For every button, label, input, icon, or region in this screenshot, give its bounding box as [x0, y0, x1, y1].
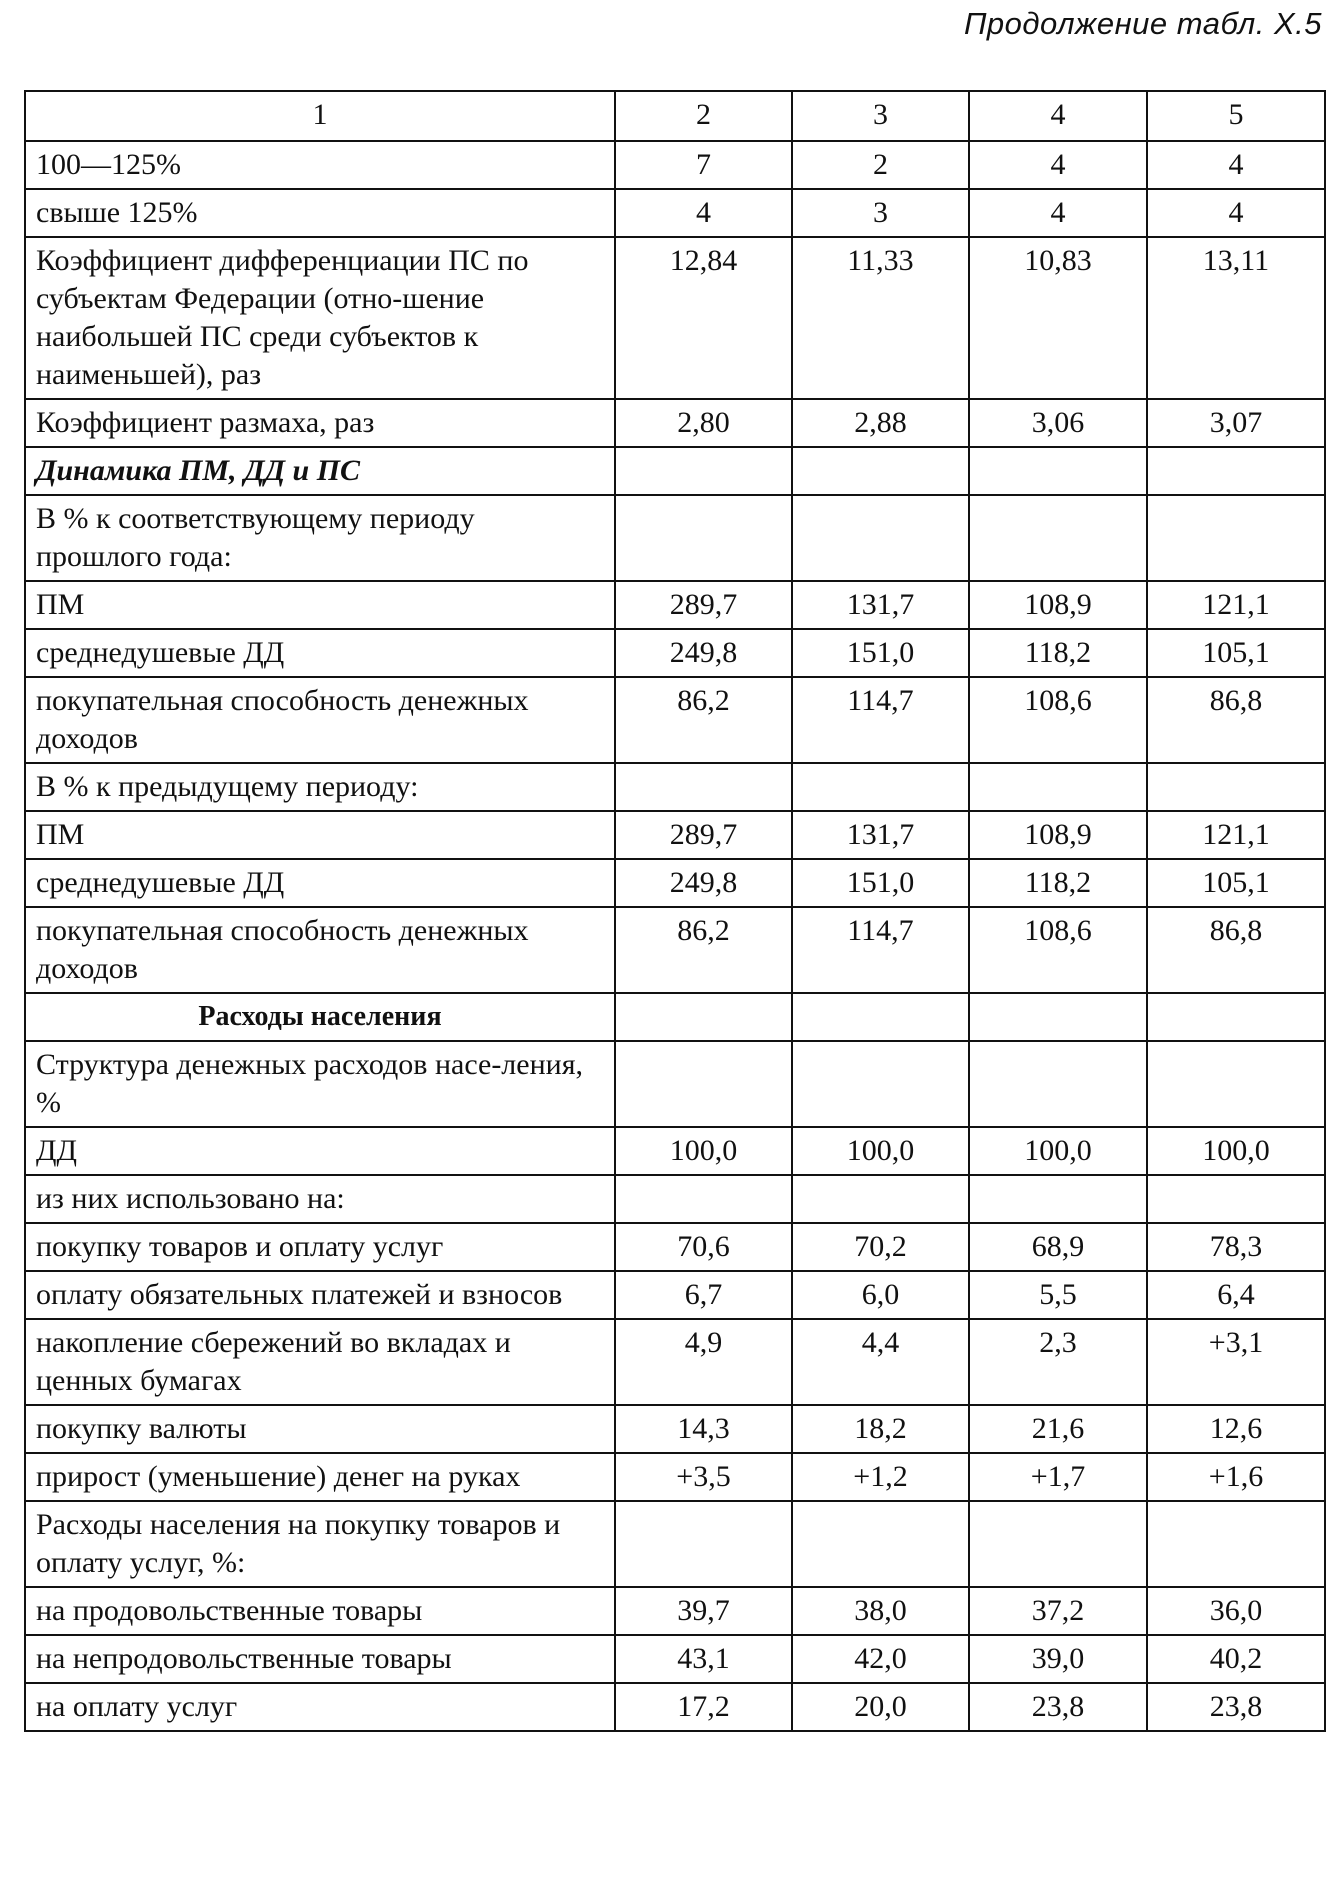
- cell-value: [1147, 1041, 1325, 1127]
- cell-value: 4,9: [615, 1319, 792, 1405]
- cell-value: 4: [615, 189, 792, 237]
- cell-value: 151,0: [792, 859, 969, 907]
- cell-value: 108,6: [969, 907, 1147, 993]
- cell-value: 5,5: [969, 1271, 1147, 1319]
- cell-value: +3,5: [615, 1453, 792, 1501]
- cell-value: 12,84: [615, 237, 792, 399]
- header-cell: 1: [25, 91, 615, 141]
- cell-value: 2,80: [615, 399, 792, 447]
- cell-value: 68,9: [969, 1223, 1147, 1271]
- header-cell: 5: [1147, 91, 1325, 141]
- cell-value: [792, 1501, 969, 1587]
- cell-value: 108,9: [969, 811, 1147, 859]
- cell-value: 12,6: [1147, 1405, 1325, 1453]
- cell-value: 100,0: [969, 1127, 1147, 1175]
- cell-value: 13,11: [1147, 237, 1325, 399]
- row-label: на продовольственные товары: [25, 1587, 615, 1635]
- table-row: [25, 1635, 1325, 1683]
- table-row: [25, 1683, 1325, 1731]
- cell-value: 2: [792, 141, 969, 189]
- cell-value: 3: [792, 189, 969, 237]
- cell-value: 4: [1147, 189, 1325, 237]
- cell-value: 105,1: [1147, 859, 1325, 907]
- table-row: [25, 1223, 1325, 1271]
- cell-value: 118,2: [969, 629, 1147, 677]
- cell-value: [1147, 993, 1325, 1041]
- row-label: на непродовольственные товары: [25, 1635, 615, 1683]
- cell-value: 114,7: [792, 677, 969, 763]
- row-label: 100—125%: [25, 141, 615, 189]
- cell-value: 36,0: [1147, 1587, 1325, 1635]
- cell-value: 4,4: [792, 1319, 969, 1405]
- table-row: [25, 399, 1325, 447]
- row-label: среднедушевые ДД: [25, 629, 615, 677]
- row-label: прирост (уменьшение) денег на руках: [25, 1453, 615, 1501]
- cell-value: 70,2: [792, 1223, 969, 1271]
- row-label: оплату обязательных платежей и взносов: [25, 1271, 615, 1319]
- section-heading: Динамика ПМ, ДД и ПС: [25, 447, 615, 495]
- row-label: среднедушевые ДД: [25, 859, 615, 907]
- header-cell: 4: [969, 91, 1147, 141]
- cell-value: 108,6: [969, 677, 1147, 763]
- header-cell: 2: [615, 91, 792, 141]
- cell-value: 121,1: [1147, 581, 1325, 629]
- cell-value: 131,7: [792, 581, 969, 629]
- row-label: покупательная способность денежных доходов: [25, 907, 615, 993]
- cell-value: +1,2: [792, 1453, 969, 1501]
- cell-value: 17,2: [615, 1683, 792, 1731]
- cell-value: 131,7: [792, 811, 969, 859]
- cell-value: 14,3: [615, 1405, 792, 1453]
- header-cell: 3: [792, 91, 969, 141]
- row-label: В % к предыдущему периоду:: [25, 763, 615, 811]
- cell-value: [792, 1175, 969, 1223]
- cell-value: [969, 495, 1147, 581]
- section-row: [25, 447, 1325, 495]
- cell-value: 289,7: [615, 811, 792, 859]
- cell-value: +1,6: [1147, 1453, 1325, 1501]
- row-label: Структура денежных расходов насе-ления, %: [25, 1041, 615, 1127]
- table-row: [25, 763, 1325, 811]
- cell-value: [792, 1041, 969, 1127]
- cell-value: [792, 495, 969, 581]
- cell-value: [792, 763, 969, 811]
- table-caption: Продолжение табл. X.5: [963, 6, 1322, 41]
- cell-value: +1,7: [969, 1453, 1147, 1501]
- table-row: [25, 1175, 1325, 1223]
- cell-value: [792, 447, 969, 495]
- cell-value: 4: [1147, 141, 1325, 189]
- cell-value: +3,1: [1147, 1319, 1325, 1405]
- cell-value: 4: [969, 141, 1147, 189]
- cell-value: 78,3: [1147, 1223, 1325, 1271]
- table-row: [25, 811, 1325, 859]
- table-row: [25, 1319, 1325, 1405]
- cell-value: 3,06: [969, 399, 1147, 447]
- cell-value: 7: [615, 141, 792, 189]
- table-row: [25, 1501, 1325, 1587]
- cell-value: 43,1: [615, 1635, 792, 1683]
- cell-value: [1147, 447, 1325, 495]
- cell-value: 86,8: [1147, 907, 1325, 993]
- cell-value: 100,0: [792, 1127, 969, 1175]
- cell-value: 38,0: [792, 1587, 969, 1635]
- row-label: ПМ: [25, 811, 615, 859]
- header-row: [25, 91, 1325, 141]
- row-label: на оплату услуг: [25, 1683, 615, 1731]
- cell-value: 86,2: [615, 677, 792, 763]
- table-row: [25, 1127, 1325, 1175]
- table-row: [25, 629, 1325, 677]
- cell-value: [969, 1501, 1147, 1587]
- row-label: покупку валюты: [25, 1405, 615, 1453]
- cell-value: [969, 447, 1147, 495]
- cell-value: 105,1: [1147, 629, 1325, 677]
- cell-value: [969, 993, 1147, 1041]
- table-row: [25, 1587, 1325, 1635]
- cell-value: [1147, 763, 1325, 811]
- row-label: Расходы населения на покупку товаров и оплату услуг, %:: [25, 1501, 615, 1587]
- cell-value: [615, 1041, 792, 1127]
- section-row: [25, 993, 1325, 1041]
- cell-value: 86,2: [615, 907, 792, 993]
- cell-value: 20,0: [792, 1683, 969, 1731]
- cell-value: [615, 447, 792, 495]
- table-row: [25, 859, 1325, 907]
- cell-value: [1147, 1175, 1325, 1223]
- row-label: ДД: [25, 1127, 615, 1175]
- data-table: [24, 90, 1326, 1732]
- cell-value: 100,0: [615, 1127, 792, 1175]
- cell-value: [615, 1501, 792, 1587]
- table-row: [25, 495, 1325, 581]
- cell-value: [969, 1175, 1147, 1223]
- cell-value: 4: [969, 189, 1147, 237]
- table-row: [25, 581, 1325, 629]
- table-row: [25, 907, 1325, 993]
- cell-value: 39,0: [969, 1635, 1147, 1683]
- cell-value: 2,3: [969, 1319, 1147, 1405]
- cell-value: 100,0: [1147, 1127, 1325, 1175]
- cell-value: 18,2: [792, 1405, 969, 1453]
- row-label: В % к соответствующему периоду прошлого года:: [25, 495, 615, 581]
- cell-value: 249,8: [615, 629, 792, 677]
- cell-value: 121,1: [1147, 811, 1325, 859]
- cell-value: 151,0: [792, 629, 969, 677]
- cell-value: 40,2: [1147, 1635, 1325, 1683]
- table-row: [25, 237, 1325, 399]
- cell-value: 39,7: [615, 1587, 792, 1635]
- row-label: свыше 125%: [25, 189, 615, 237]
- cell-value: 70,6: [615, 1223, 792, 1271]
- row-label: накопление сбережений во вкладах и ценных бумагах: [25, 1319, 615, 1405]
- cell-value: 108,9: [969, 581, 1147, 629]
- row-label: ПМ: [25, 581, 615, 629]
- section-heading: Расходы населения: [25, 993, 615, 1041]
- table-row: [25, 1453, 1325, 1501]
- cell-value: 11,33: [792, 237, 969, 399]
- table-row: [25, 1041, 1325, 1127]
- cell-value: 6,7: [615, 1271, 792, 1319]
- cell-value: [615, 763, 792, 811]
- cell-value: 21,6: [969, 1405, 1147, 1453]
- cell-value: [1147, 1501, 1325, 1587]
- cell-value: 6,4: [1147, 1271, 1325, 1319]
- cell-value: 118,2: [969, 859, 1147, 907]
- row-label: покупательная способность денежных доходов: [25, 677, 615, 763]
- cell-value: 23,8: [1147, 1683, 1325, 1731]
- cell-value: [1147, 495, 1325, 581]
- cell-value: [615, 495, 792, 581]
- cell-value: 6,0: [792, 1271, 969, 1319]
- row-label: из них использовано на:: [25, 1175, 615, 1223]
- cell-value: 2,88: [792, 399, 969, 447]
- cell-value: [969, 1041, 1147, 1127]
- cell-value: 10,83: [969, 237, 1147, 399]
- cell-value: 249,8: [615, 859, 792, 907]
- cell-value: 114,7: [792, 907, 969, 993]
- table-row: [25, 677, 1325, 763]
- cell-value: 3,07: [1147, 399, 1325, 447]
- table-row: [25, 1271, 1325, 1319]
- cell-value: 289,7: [615, 581, 792, 629]
- cell-value: [615, 993, 792, 1041]
- cell-value: 37,2: [969, 1587, 1147, 1635]
- row-label: Коэффициент дифференциации ПС по субъектам Федерации (отно-шение наибольшей ПС среди субъектов к наименьшей), раз: [25, 237, 615, 399]
- cell-value: 42,0: [792, 1635, 969, 1683]
- cell-value: [969, 763, 1147, 811]
- cell-value: [792, 993, 969, 1041]
- table-row: [25, 141, 1325, 189]
- cell-value: [615, 1175, 792, 1223]
- table-row: [25, 189, 1325, 237]
- row-label: покупку товаров и оплату услуг: [25, 1223, 615, 1271]
- cell-value: 23,8: [969, 1683, 1147, 1731]
- table-row: [25, 1405, 1325, 1453]
- cell-value: 86,8: [1147, 677, 1325, 763]
- row-label: Коэффициент размаха, раз: [25, 399, 615, 447]
